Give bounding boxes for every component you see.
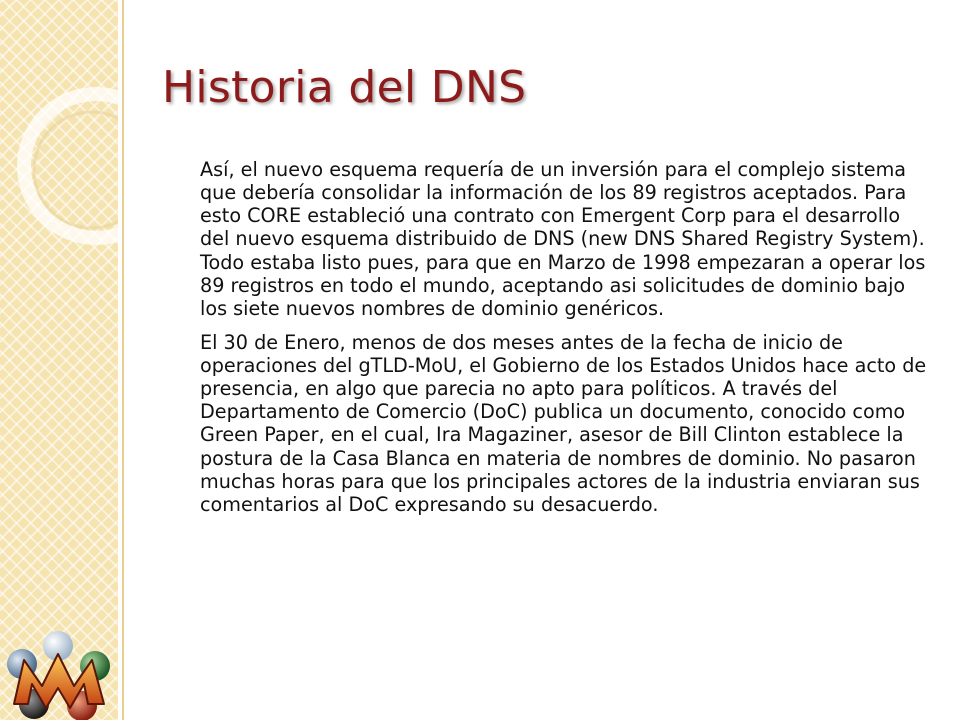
- paragraph-2: El 30 de Enero, menos de dos meses antes de la fecha de inicio de operaciones del gTLD-MoU, el Gobierno de los Estados Unidos hace acto de presencia, en algo que parecia no apto para políticos. A través del Departamento de Comercio (DoC) publica un documento, conocido como Green Paper, en el cual, Ira Magaziner, asesor de Bill Clinton establece la postura de la Casa Blanca en materia de nombres de dominio. No pasaron muchas horas para que los principales actores de la industria enviaran sus comentarios al DoC expresando su desacuerdo.: [200, 330, 927, 516]
- paragraph-1: Así, el nuevo esquema requería de un inversión para el complejo sistema que debería consolidar la información de los 89 registros aceptados. Para esto CORE estableció una contrato con Emergent Corp para el desarrollo del nuevo esquema distribuido de DNS (new DNS Shared Registry System). Todo estaba listo pues, para que en Marzo de 1998 empezaran a operar los 89 registros en todo el mundo, aceptando asi solicitudes de dominio bajo los siete nuevos nombres de dominio genéricos.: [200, 158, 926, 320]
- magic-m-logo-icon: [0, 630, 118, 720]
- slide-title: Historia del DNS: [162, 62, 527, 113]
- decorative-side-strip: [0, 0, 118, 720]
- strip-edge-line: [122, 0, 124, 720]
- ring-ornament-icon: [0, 0, 118, 720]
- slide-body: [200, 158, 930, 527]
